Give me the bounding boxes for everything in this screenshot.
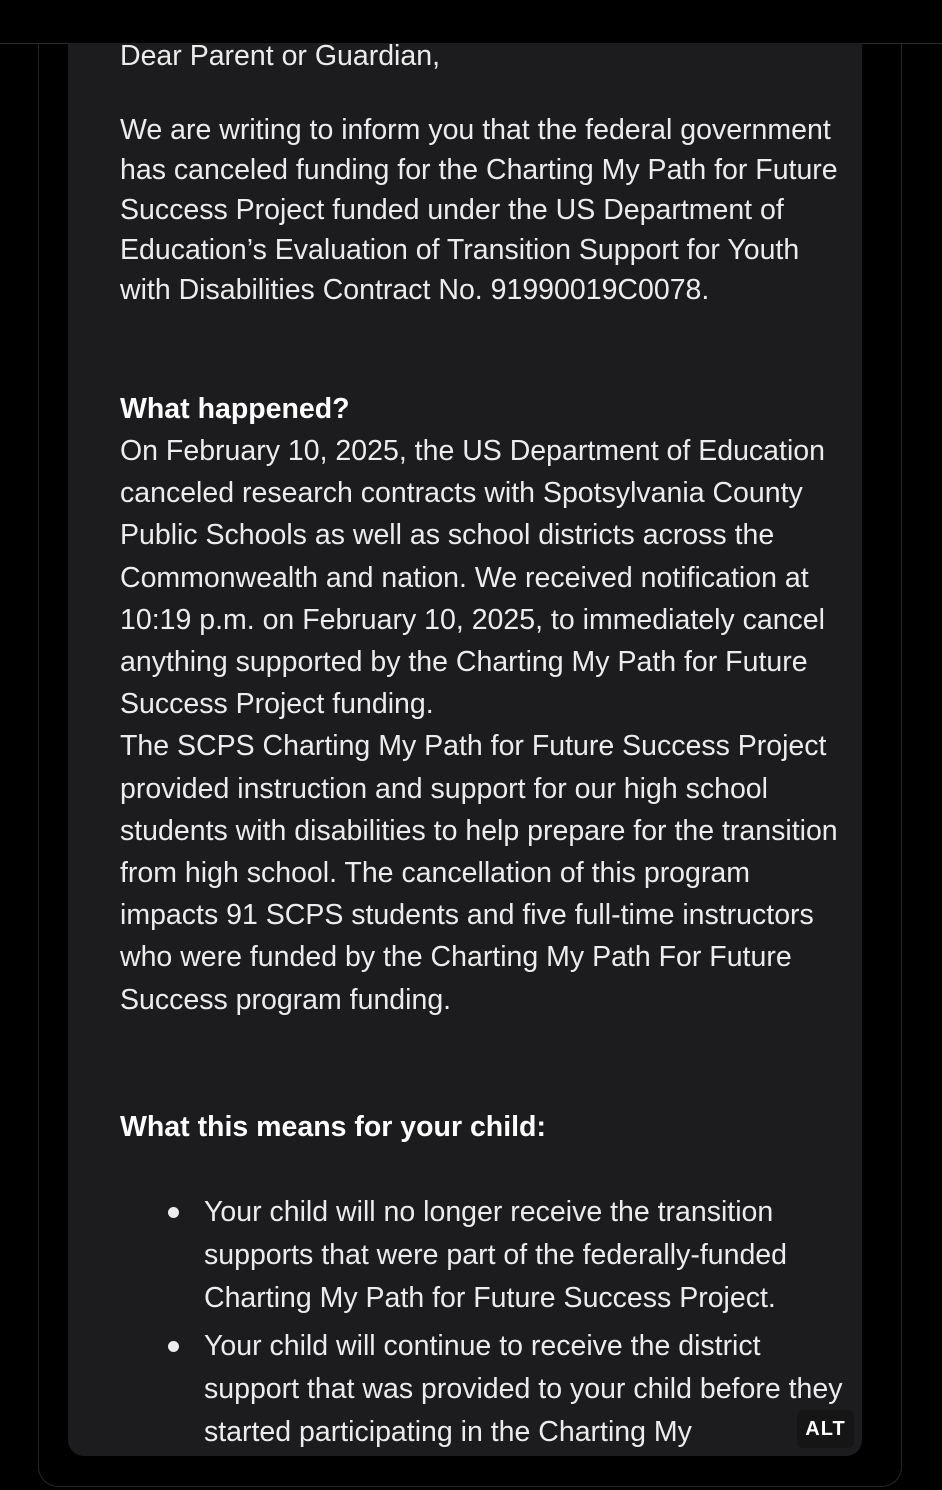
intro-paragraph: We are writing to inform you that the federal government has canceled funding for the Charting My Path for Future Success Project funded under the US Department of Education’s Evaluation of Transition Support for Youth with Disabilities Contract No. 91990019C0078. bbox=[120, 114, 838, 306]
section-heading-what-happened: What happened? bbox=[120, 393, 350, 425]
list-item bbox=[120, 1325, 860, 1454]
list-item-text: Your child will no longer receive the transition supports that were part of the federally-funded Charting My Path for Future Success Project. bbox=[204, 1196, 788, 1314]
greeting: Dear Parent or Guardian, bbox=[120, 43, 440, 72]
list-item bbox=[120, 1191, 860, 1320]
alt-text-button[interactable]: ALT bbox=[797, 1410, 854, 1448]
section-heading-what-this-means: What this means for your child: bbox=[120, 1111, 546, 1143]
bullet-icon bbox=[168, 1341, 179, 1352]
what-happened-section bbox=[120, 430, 840, 1021]
bullet-list bbox=[120, 1191, 860, 1456]
what-happened-paragraph-1: On February 10, 2025, the US Department of Education canceled research contracts with Spotsylvania County Public Schools as well as school districts across the Commonwealth and nation. We received notification at 10:19 p.m. on February 10, 2025, to immediately cancel anything supported by the Charting My Path for Future Success Project funding. bbox=[120, 435, 825, 721]
what-happened-paragraph-2: The SCPS Charting My Path for Future Success Project provided instruction and support for our high school students with disabilities to help prepare for the transition from high school. The cancellation of this program impacts 91 SCPS students and five full-time instructors who were funded by the Charting My Path For Future Success program funding. bbox=[120, 730, 838, 1016]
list-item-text: Your child will continue to receive the district support that was provided to your child before they started participating in the Charting My bbox=[204, 1330, 843, 1448]
letter-image[interactable] bbox=[68, 43, 862, 1456]
top-bar bbox=[0, 0, 942, 44]
bullet-icon bbox=[168, 1207, 179, 1218]
